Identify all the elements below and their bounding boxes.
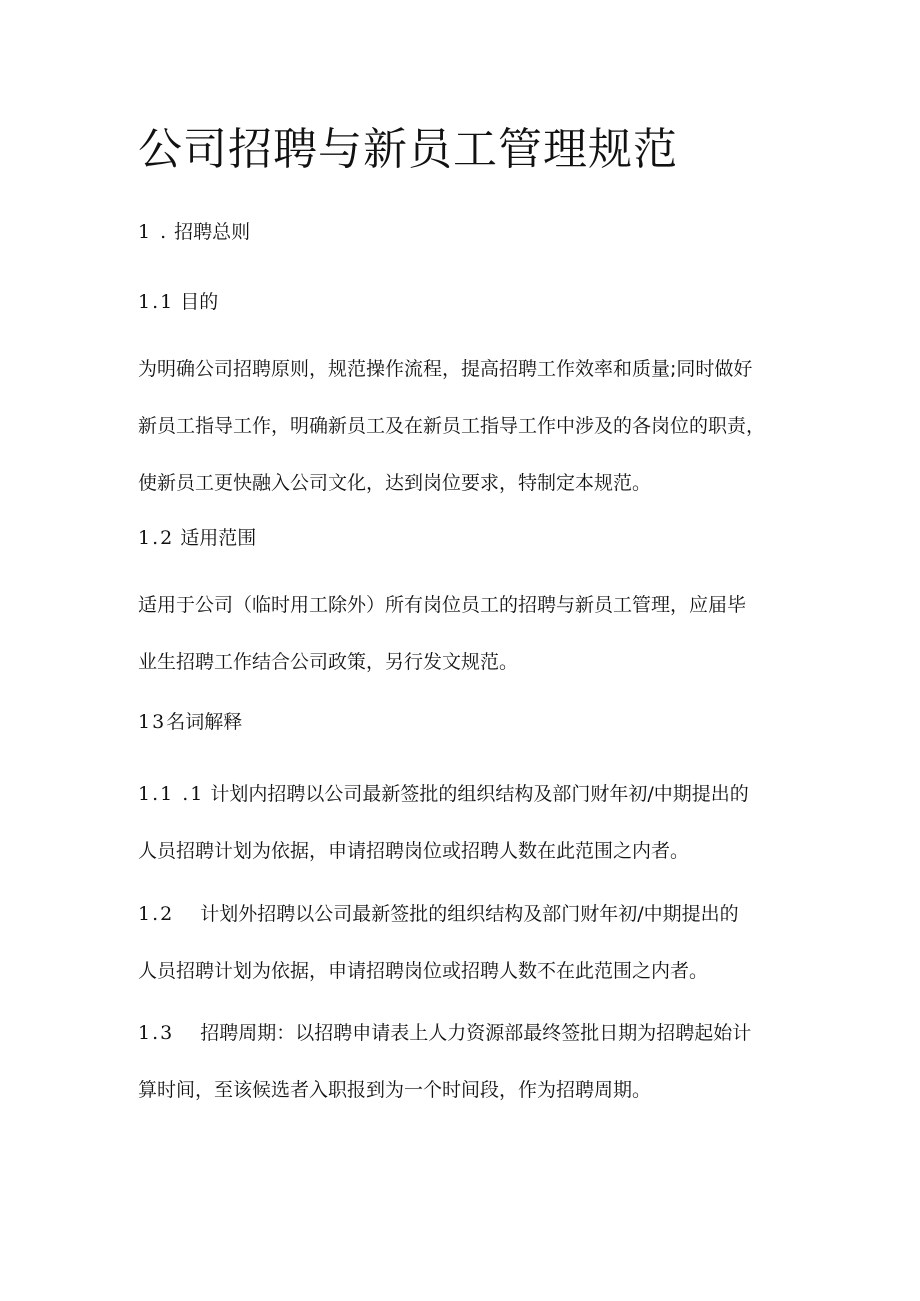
term-text: 计划外招聘以公司最新签批的组织结构及部门财年初/中期提出的 [200,903,739,925]
section-heading-1 [138,220,250,245]
term-number: 1.1 .1 [138,783,205,805]
paragraph-line: 新员工指导工作，明确新员工及在新员工指导工作中涉及的各岗位的职责， [138,415,766,437]
paragraph-line: 人员招聘计划为依据，申请招聘岗位或招聘人数在此范围之内者。 [138,840,690,862]
section-label: 招聘总则 [174,221,251,243]
paragraph-line: 人员招聘计划为依据，申请招聘岗位或招聘人数不在此范围之内者。 [138,960,709,982]
section-number: 1.2 [138,527,175,549]
paragraph-line [138,902,798,959]
section-heading-1-2 [138,526,256,551]
paragraph-line [138,1021,798,1078]
section-number: 13 [138,711,167,733]
document-title: 公司招聘与新员工管理规范 [138,124,678,175]
paragraph-line: 使新员工更快融入公司文化，达到岗位要求，特制定本规范。 [138,472,652,494]
scope-paragraph [138,593,798,707]
term-planned-recruitment [138,782,798,896]
term-unplanned-recruitment [138,902,798,1016]
purpose-paragraph [138,357,798,528]
term-recruitment-cycle [138,1021,798,1135]
section-number: 1.1 [138,291,175,313]
term-number: 1.2 [138,903,175,925]
term-text: 计划内招聘以公司最新签批的组织结构及部门财年初/中期提出的 [210,783,749,805]
paragraph-line: 算时间，至该候选者入职报到为一个时间段，作为招聘周期。 [138,1079,652,1101]
section-heading-1-3 [138,710,242,735]
section-number: 1 . [138,221,169,243]
section-heading-1-1 [138,290,218,315]
section-label: 适用范围 [180,527,257,549]
paragraph-line: 为明确公司招聘原则，规范操作流程，提高招聘工作效率和质量;同时做好 [138,358,753,380]
section-label: 名词解释 [166,711,243,733]
term-number: 1.3 [138,1022,175,1044]
section-label: 目的 [180,291,219,313]
paragraph-line: 适用于公司（临时用工除外）所有岗位员工的招聘与新员工管理，应届毕 [138,594,747,616]
paragraph-line [138,782,798,839]
term-text: 招聘周期：以招聘申请表上人力资源部最终签批日期为招聘起始计 [200,1022,752,1044]
paragraph-line: 业生招聘工作结合公司政策，另行发文规范。 [138,651,519,673]
